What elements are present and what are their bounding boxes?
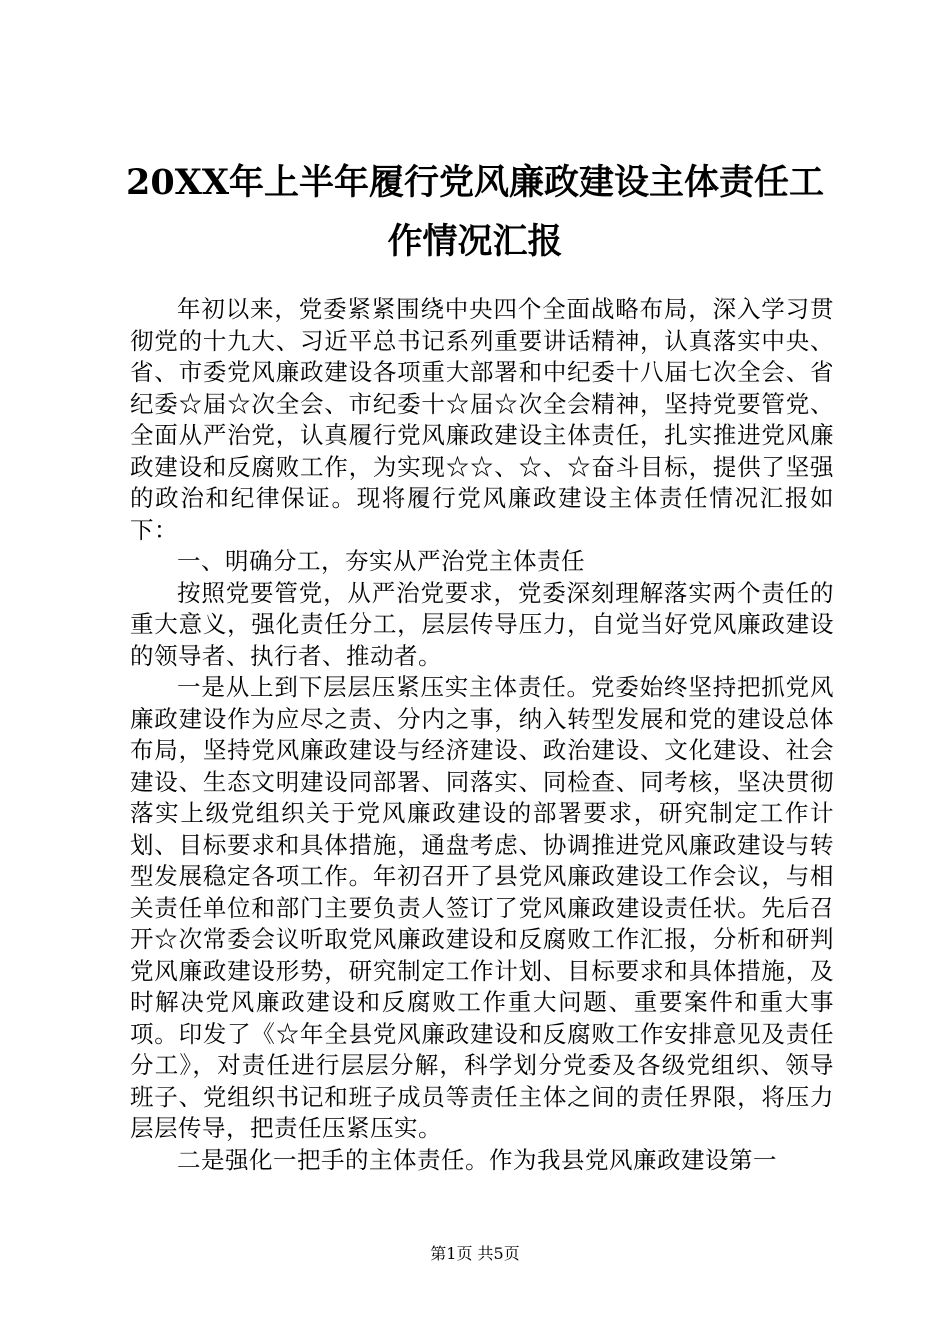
- paragraph-point-two: 二是强化一把手的主体责任。作为我县党风廉政建设第一: [177, 1145, 777, 1174]
- section-heading: 一、明确分工，夯实从严治党主体责任: [177, 547, 585, 575]
- page-number-footer: 第1页 共5页: [430, 1244, 520, 1263]
- paragraph-point-one: 一是从上到下层层压紧压实主体责任。党委始终坚持把抓党风廉政建设作为应尽之责、分内之事，纳入转型发展和党的建设总体布局，坚持党风廉政建设与经济建设、政治建设、文化建设、社会建设、生态文明建设同部署、同落实、同检查、同考核，坚决贯彻落实上级党组织关于党风廉政建设的部署要求，研究制定工作计划、目标要求和具体措施，通盘考虑、协调推进党风廉政建设与转型发展稳定各项工作。年初召开了县党风廉政建设工作会议，与相关责任单位和部门主要负责人签订了党风廉政建设责任状。先后召开☆次常委会议听取党风廉政建设和反腐败工作汇报，分析和研判党风廉政建设形势，研究制定工作计划、目标要求和具体措施，及时解决党风廉政建设和反腐败工作重大问题、重要案件和重大事项。印发了《☆年全县党风廉政建设和反腐败工作安排意见及责任分工》，对责任进行层层分解，科学划分党委及各级党组织、领导班子、党组织书记和班子成员等责任主体之间的责任界限，将压力层层传导，把责任压紧压实。: [130, 673, 834, 1142]
- document-title-line-2: 作情况汇报: [387, 221, 563, 262]
- paragraph-intro: 年初以来，党委紧紧围绕中央四个全面战略布局，深入学习贯彻党的十九大、习近平总书记系列重要讲话精神，认真落实中央、省、市委党风廉政建设各项重大部署和中纪委十八届七次全会、省纪委☆届☆次全会、市纪委十☆届☆次全会精神，坚持党要管党、全面从严治党，认真履行党风廉政建设主体责任，扎实推进党风廉政建设和反腐败工作，为实现☆☆、☆、☆奋斗目标，提供了坚强的政治和纪律保证。现将履行党风廉政建设主体责任情况汇报如下：: [130, 295, 834, 544]
- paragraph-section-summary: 按照党要管党，从严治党要求，党委深刻理解落实两个责任的重大意义，强化责任分工，层层传导压力，自觉当好党风廉政建设的领导者、执行者、推动者。: [130, 578, 834, 670]
- document-title-line-1: 20XX年上半年履行党风廉政建设主体责任工: [125, 162, 825, 203]
- document-body: [130, 294, 834, 1176]
